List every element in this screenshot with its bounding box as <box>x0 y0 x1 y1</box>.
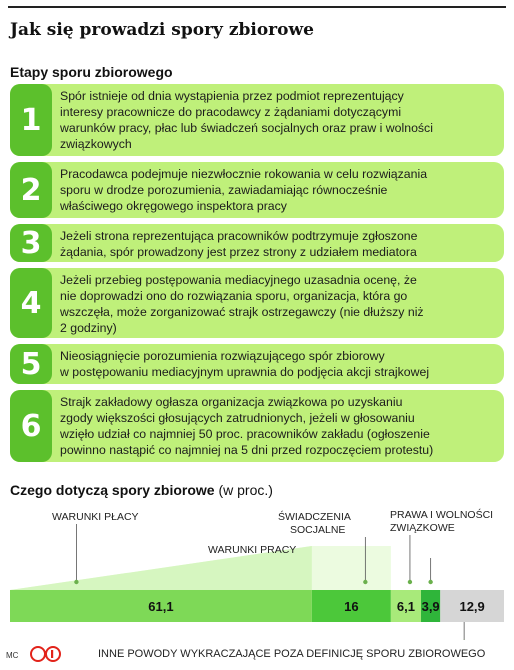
leader-dot <box>74 580 78 584</box>
stage-6 <box>10 390 504 462</box>
stage-3 <box>10 224 504 262</box>
stage-text: Spór istnieje od dnia wystąpienia przez podmiot reprezentujący interesy pracownicze do pracodawcy z żądaniami dotyczącymi warunków pracy, płac lub świadczeń socjalnych oraz praw i wolności związkowych <box>60 89 433 151</box>
chart-heading <box>10 482 273 498</box>
label-prawa-line1: PRAWA I WOLNOŚCI <box>390 509 494 521</box>
top-rule <box>8 6 506 8</box>
publisher-logo-icon <box>30 646 62 662</box>
stage-number: 5 <box>10 344 52 384</box>
stage-text: Nieosiągnięcie porozumienia rozwiązującego spór zbiorowy w postępowaniu mediacyjnym uprawnia do podjęcia akcji strajkowej <box>60 349 430 379</box>
stage-number: 6 <box>10 390 52 462</box>
leader-dot <box>363 580 367 584</box>
stage-text: Pracodawca podejmuje niezwłocznie rokowania w celu rozwiązania sporu w drodze porozumienia, zawiadamiając równocześnie właściwego okręgowego inspektora pracy <box>60 167 428 213</box>
leader-dot <box>428 580 432 584</box>
stage-number: 3 <box>10 224 52 262</box>
stage-2 <box>10 162 504 218</box>
stage-number: 4 <box>10 268 52 338</box>
leader-dot <box>408 580 412 584</box>
label-warunki-placy: WARUNKI PŁACY <box>52 511 139 523</box>
label-warunki-pracy: WARUNKI PRACY <box>208 544 297 556</box>
stage-text: Jeżeli przebieg postępowania mediacyjnego uzasadnia ocenę, że nie doprowadzi ono do rozwiązania sporu, organizacja, która go wszczęła, może zorganizować strajk ostrzegawczy (nie dłuższy niż 2 godziny) <box>60 273 424 335</box>
stacked-bar-chart <box>0 500 514 640</box>
data-label: 3,9 <box>421 599 440 614</box>
stage-text: Strajk zakładowy ogłasza organizacja związkowa po uzyskaniu zgody większości głosujących zatrudnionych, jeżeli w głosowaniu wzięło udział co najmniej 50 proc. pracowników zakładu (ogłoszenie powinno nastąpić co najmniej na 5 dni przed rozpoczęciem protestu) <box>60 395 434 457</box>
stage-number: 1 <box>10 84 52 156</box>
label-inne-powody: INNE POWODY WYKRACZAJĄCE POZA DEFINICJĘ SPORU ZBIOROWEGO <box>98 648 486 660</box>
data-label: 16 <box>344 599 359 614</box>
label-swiadczenia-line2: SOCJALNE <box>290 524 346 536</box>
stage-1 <box>10 84 504 156</box>
label-swiadczenia-line1: ŚWIADCZENIA <box>278 511 351 523</box>
stage-4 <box>10 268 504 338</box>
stages-heading: Etapy sporu zbiorowego <box>10 64 173 80</box>
data-label: 61,1 <box>148 599 174 614</box>
data-label: 6,1 <box>396 599 415 614</box>
chart-heading-bold: Czego dotyczą spory zbiorowe <box>10 482 215 498</box>
data-label: 12,9 <box>459 599 485 614</box>
chart-heading-unit: (w proc.) <box>214 482 273 498</box>
author-credit: MC <box>6 651 19 660</box>
page-title: Jak się prowadzi spory zbiorowe <box>10 20 314 40</box>
label-prawa-line2: ZWIĄZKOWE <box>390 522 455 534</box>
stage-5 <box>10 344 504 384</box>
stage-number: 2 <box>10 162 52 218</box>
stage-text: Jeżeli strona reprezentująca pracowników podtrzymuje zgłoszone żądania, spór prowadzony jest przez strony z udziałem mediatora <box>60 229 418 259</box>
